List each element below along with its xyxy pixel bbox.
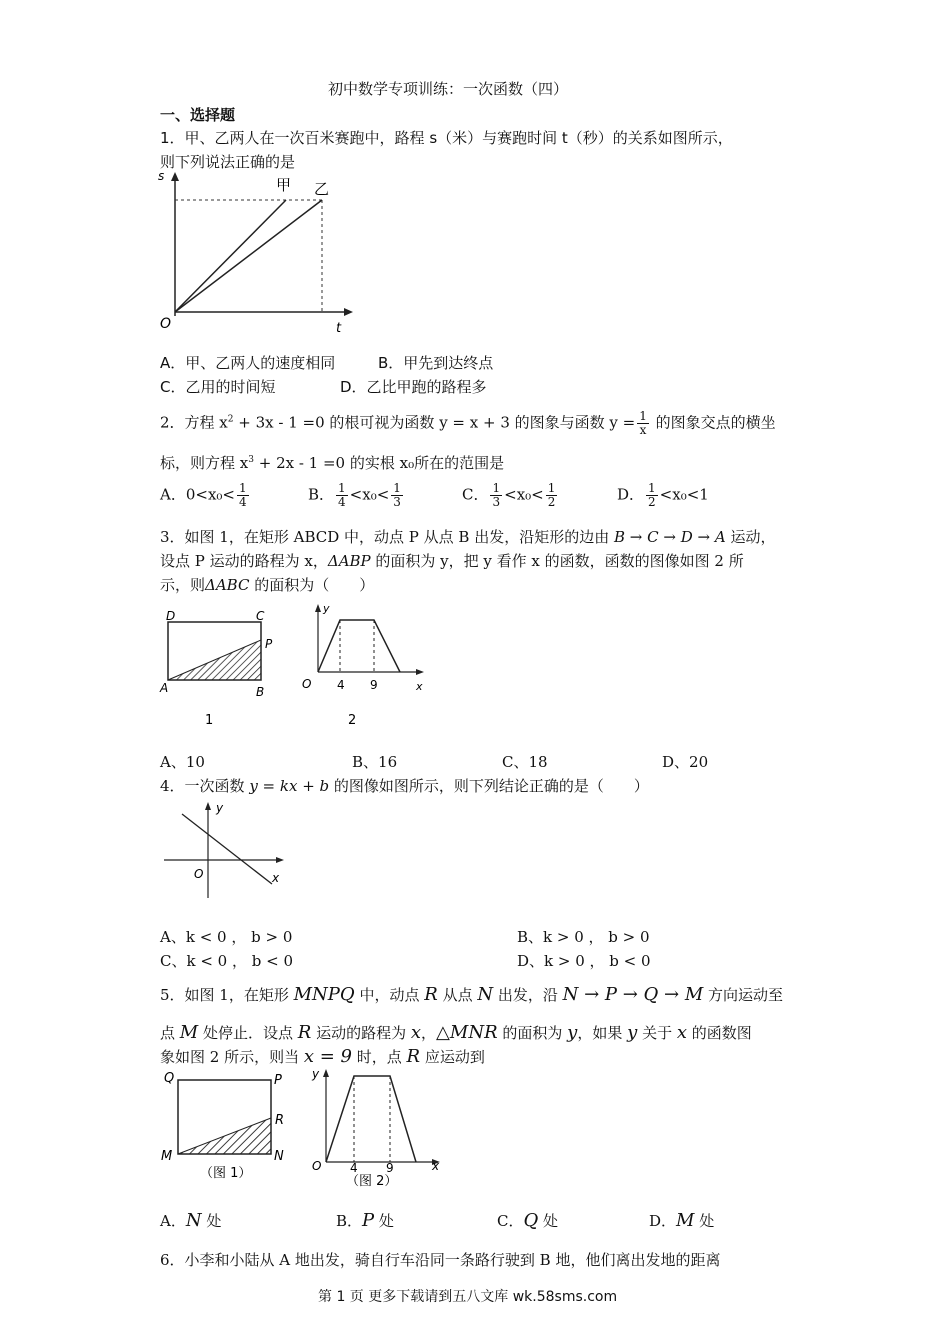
q1-option-c[interactable]: C．乙用的时间短	[160, 378, 276, 396]
q4-origin: O	[194, 867, 204, 881]
q5-fig1-label-r: R	[275, 1113, 285, 1128]
q3-stem-line2: 设点 P 运动的路程为 x，ΔABP 的面积为 y，把 y 看作 x 的函数，函数的图像如图 2 所	[160, 552, 744, 570]
fig1-label-d: D	[166, 609, 176, 623]
q4-graph	[160, 798, 290, 906]
q1-stem-line2: 则下列说法正确的是	[160, 153, 296, 171]
q5-stem-line1: 5．如图 1，在矩形 MNPQ 中，动点 R 从点 N 出发，沿 N → P → Q → M 方向运动至	[160, 984, 784, 1005]
q1-option-a[interactable]: A．甲、乙两人的速度相同	[160, 354, 336, 372]
q3-figure-2	[290, 600, 430, 736]
q2-option-b[interactable]: B． $\frac{1}{4}$ <x₀< $\frac{1}{3}$	[308, 481, 401, 509]
q5-stem-line3: 象如图 2 所示，则当 x = 9 时，点 R 应运动到	[160, 1046, 485, 1067]
q4-y-label: y	[216, 801, 224, 815]
q4-x-label: x	[272, 871, 280, 885]
q3-option-d[interactable]: D、20	[662, 753, 709, 771]
q5-option-a[interactable]: A．N 处	[160, 1210, 222, 1231]
yi-label: 乙	[314, 180, 330, 198]
fig2-x-label: x	[416, 680, 423, 693]
origin-label: O	[160, 316, 172, 332]
q5-fig2-caption: （图 2）	[346, 1174, 398, 1189]
s-axis-label: s	[158, 169, 165, 183]
fig2-y-label: y	[323, 602, 330, 615]
q1-stem-line1: 1．甲、乙两人在一次百米赛跑中，路程 s（米）与赛跑时间 t（秒）的关系如图所示，	[160, 129, 733, 147]
q4-option-a[interactable]: A、k < 0 ， b > 0	[160, 928, 293, 946]
fig2-tick-4: 4	[337, 678, 345, 692]
fig1-label-a: A	[160, 681, 169, 695]
q3-stem-line1: 3．如图 1，在矩形 ABCD 中，动点 P 从点 B 出发，沿矩形的边由 B → C → D → A 运动，	[160, 528, 776, 546]
q4-option-c[interactable]: C、k < 0 ， b < 0	[160, 952, 294, 970]
q3-stem-line3: 示，则ΔABC 的面积为（ ）	[160, 576, 375, 594]
q5-fig2-tick-4: 4	[350, 1161, 358, 1175]
q5-fig1-label-m: M	[161, 1149, 173, 1164]
q1-option-b[interactable]: B．甲先到达终点	[378, 354, 494, 372]
q4-stem: 4．一次函数 y = kx + b 的图像如图所示，则下列结论正确的是（ ）	[160, 777, 649, 795]
section-heading: 一、选择题	[160, 106, 236, 124]
q5-fig1-label-q: Q	[164, 1071, 175, 1086]
q4-option-d[interactable]: D、k > 0 ， b < 0	[517, 952, 651, 970]
q3-option-a[interactable]: A、10	[160, 753, 205, 771]
jia-label: 甲	[276, 176, 292, 194]
page-footer: 第 1 页 更多下载请到五八文库 wk.58sms.com	[318, 1289, 618, 1305]
q5-fig2-tick-9: 9	[386, 1161, 394, 1175]
q5-fig2-origin: O	[312, 1159, 322, 1173]
q2-option-a[interactable]: A．0<x₀< $\frac{1}{4}$	[160, 481, 247, 509]
q2-option-c[interactable]: C． $\frac{1}{3}$ <x₀< $\frac{1}{2}$	[462, 481, 556, 509]
page-title: 初中数学专项训练：一次函数（四）	[328, 80, 569, 98]
fig1-label-b: B	[256, 685, 265, 699]
fig1-caption: 1	[205, 713, 214, 728]
yi-line	[175, 200, 322, 312]
t-axis-label: t	[336, 321, 342, 336]
fig1-label-p: P	[265, 637, 273, 651]
q3-figure-1	[158, 606, 288, 736]
fig2-origin: O	[302, 677, 312, 691]
q5-option-c[interactable]: C．Q 处	[497, 1210, 559, 1231]
q5-stem-line2: 点 M 处停止．设点 R 运动的路程为 x，△MNR 的面积为 y，如果 y 关于 x 的函数图	[160, 1022, 752, 1043]
q1-graph	[150, 168, 360, 338]
fig1-label-c: C	[256, 609, 265, 623]
q2-stem-line1: 2．方程 $x^2 + 3x - 1 =0$ 的根可视为函数 y = x + 3 的图象与函数 y = $\frac{1}{x}$ 的图象交点的横坐	[160, 409, 776, 437]
q5-fig1-label-p: P	[274, 1073, 282, 1088]
q3-option-b[interactable]: B、16	[352, 753, 398, 771]
q5-fig1-label-n: N	[274, 1149, 284, 1164]
q5-figure-1	[158, 1066, 298, 1186]
q6-stem-line1: 6．小李和小陆从 A 地出发，骑自行车沿同一条路行驶到 B 地，他们离出发地的距离	[160, 1251, 721, 1269]
q5-option-b[interactable]: B．P 处	[336, 1210, 394, 1231]
q5-fig2-y-label: y	[312, 1067, 320, 1081]
q2-stem-line2: 标，则方程 $x^3 + 2x - 1 =0$ 的实根 x₀所在的范围是	[160, 454, 505, 472]
q1-option-d[interactable]: D．乙比甲跑的路程多	[340, 378, 487, 396]
q5-option-d[interactable]: D．M 处	[649, 1210, 715, 1231]
q5-fig2-x-label: x	[432, 1159, 440, 1173]
q2-option-d[interactable]: D． $\frac{1}{2}$ <x₀<1	[617, 481, 709, 509]
jia-line	[175, 200, 286, 312]
fig2-tick-9: 9	[370, 678, 378, 692]
q3-option-c[interactable]: C、18	[502, 753, 548, 771]
q5-fig1-caption: （图 1）	[200, 1166, 252, 1181]
q4-option-b[interactable]: B、k > 0 ， b > 0	[517, 928, 650, 946]
fig2-caption: 2	[348, 713, 357, 728]
q5-figure-2	[306, 1066, 446, 1190]
